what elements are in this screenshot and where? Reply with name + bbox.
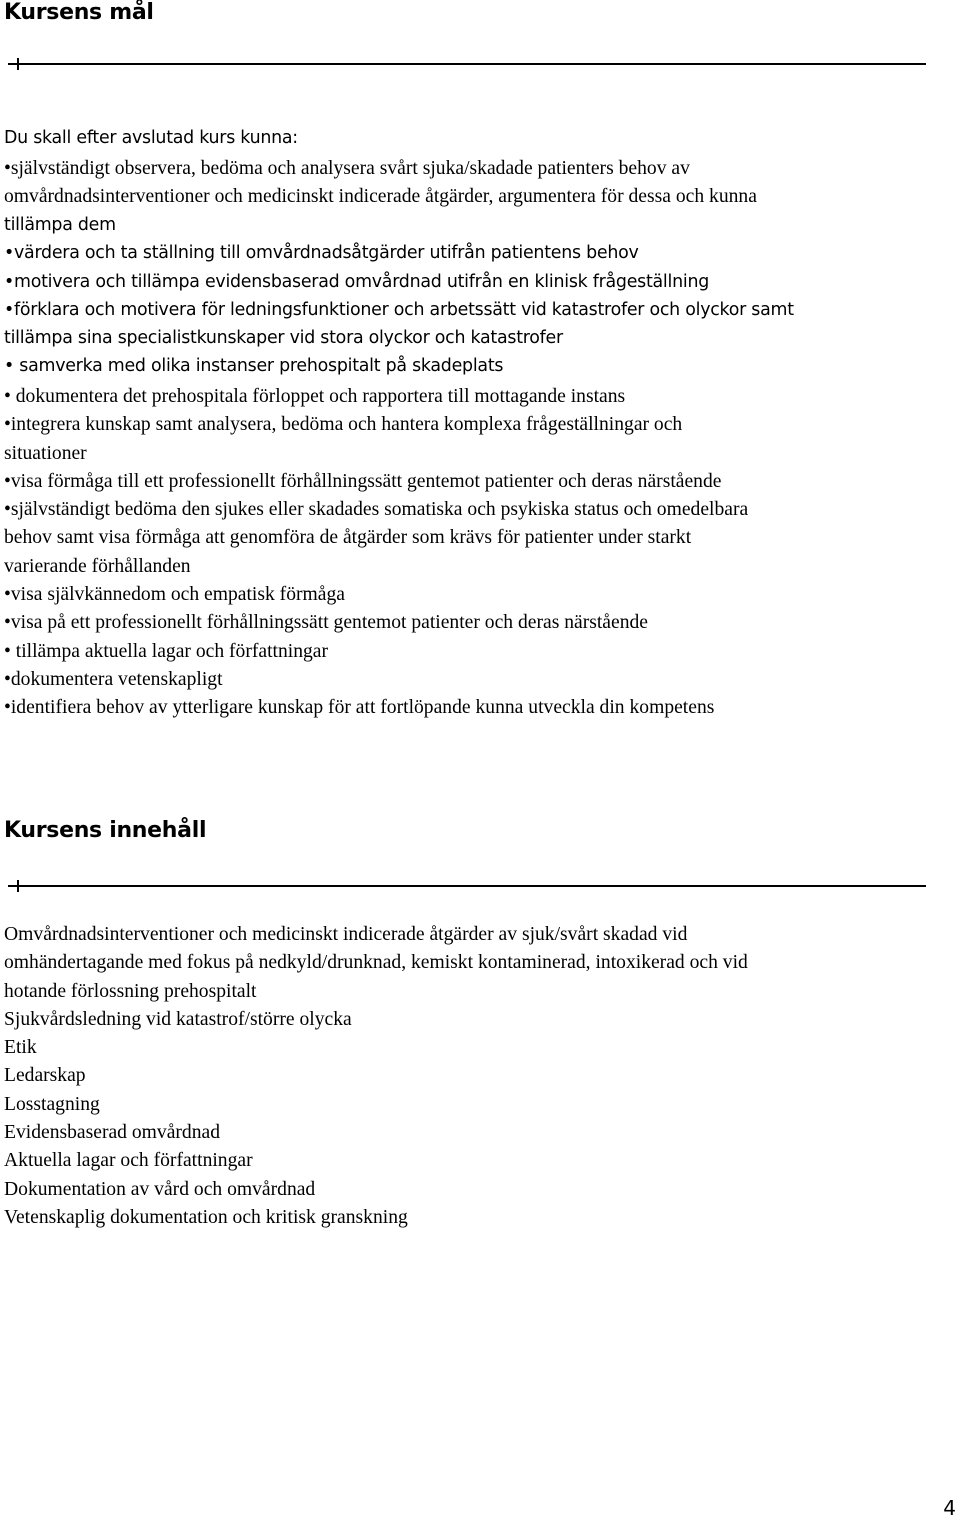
goal-line: • samverka med olika instanser prehospitalt på skadeplats	[4, 356, 504, 377]
content-line: Vetenskaplig dokumentation och kritisk granskning	[4, 1206, 408, 1228]
goals-intro-text: Du skall efter avslutad kurs kunna:	[4, 128, 298, 148]
goal-line: behov samt visa förmåga att genomföra de åtgärder som krävs för patienter under starkt	[4, 527, 692, 549]
goals-intro	[4, 124, 954, 152]
content-line: Aktuella lagar och författningar	[4, 1150, 253, 1172]
goal-line: •visa på ett professionellt förhållningssätt gentemot patienter och deras närstående	[4, 612, 648, 634]
goal-line: tillämpa dem	[4, 215, 116, 235]
content-line: Etik	[4, 1037, 37, 1059]
goals-list-part1	[4, 155, 954, 212]
goal-line: •identifiera behov av ytterligare kunskap för att fortlöpande kunna utveckla din kompetens	[4, 697, 715, 719]
goals-divider-marker	[17, 58, 19, 70]
content-list	[4, 921, 954, 1232]
content-line: Ledarskap	[4, 1065, 86, 1087]
goals-divider	[8, 63, 926, 65]
content-divider	[8, 885, 926, 887]
content-line: Omvårdnadsinterventioner och medicinskt indicerade åtgärder av sjuk/svårt skadad vid	[4, 924, 688, 945]
goals-list-part3	[4, 383, 954, 723]
goal-line: •värdera och ta ställning till omvårdnadsåtgärder utifrån patientens behov	[4, 243, 639, 264]
content-line: Dokumentation av vård och omvårdnad	[4, 1178, 316, 1200]
content-line: Losstagning	[4, 1093, 100, 1115]
goal-line: •visa självkännedom och empatisk förmåga	[4, 584, 345, 606]
goal-line: • dokumentera det prehospitala förloppet och rapportera till mottagande instans	[4, 386, 626, 407]
goal-line: •självständigt bedöma den sjukes eller skadades somatiska och psykiska status och omedelbara	[4, 499, 749, 521]
goal-line: tillämpa sina specialistkunskaper vid stora olyckor och katastrofer	[4, 328, 563, 349]
goals-list-part2	[4, 211, 954, 381]
goal-line: omvårdnadsinterventioner och medicinskt indicerade åtgärder, argumentera för dessa och kunna	[4, 186, 757, 208]
content-heading: Kursens innehåll	[4, 818, 207, 843]
goal-line: •förklara och motivera för ledningsfunktioner och arbetssätt vid katastrofer och olyckor samt	[4, 299, 794, 320]
goal-line: •visa förmåga till ett professionellt förhållningssätt gentemot patienter och deras närstående	[4, 470, 722, 492]
goal-line: •självständigt observera, bedöma och analysera svårt sjuka/skadade patienters behov av	[4, 158, 690, 179]
goal-line: •integrera kunskap samt analysera, bedöma och hantera komplexa frågeställningar och	[4, 414, 683, 436]
page-number: 4	[943, 1496, 956, 1520]
content-line: Sjukvårdsledning vid katastrof/större olycka	[4, 1008, 352, 1030]
goals-heading: Kursens mål	[4, 0, 154, 25]
content-line: Evidensbaserad omvårdnad	[4, 1122, 221, 1144]
goal-line: •dokumentera vetenskapligt	[4, 668, 223, 690]
goal-line: varierande förhållanden	[4, 555, 191, 577]
content-divider-marker	[17, 880, 19, 892]
goal-line: situationer	[4, 442, 87, 464]
content-line: omhändertagande med fokus på nedkyld/drunknad, kemiskt kontaminerad, intoxikerad och vid	[4, 952, 748, 974]
content-line: hotande förlossning prehospitalt	[4, 980, 257, 1002]
goal-line: •motivera och tillämpa evidensbaserad omvårdnad utifrån en klinisk frågeställning	[4, 271, 710, 292]
goal-line: • tillämpa aktuella lagar och författningar	[4, 640, 329, 662]
